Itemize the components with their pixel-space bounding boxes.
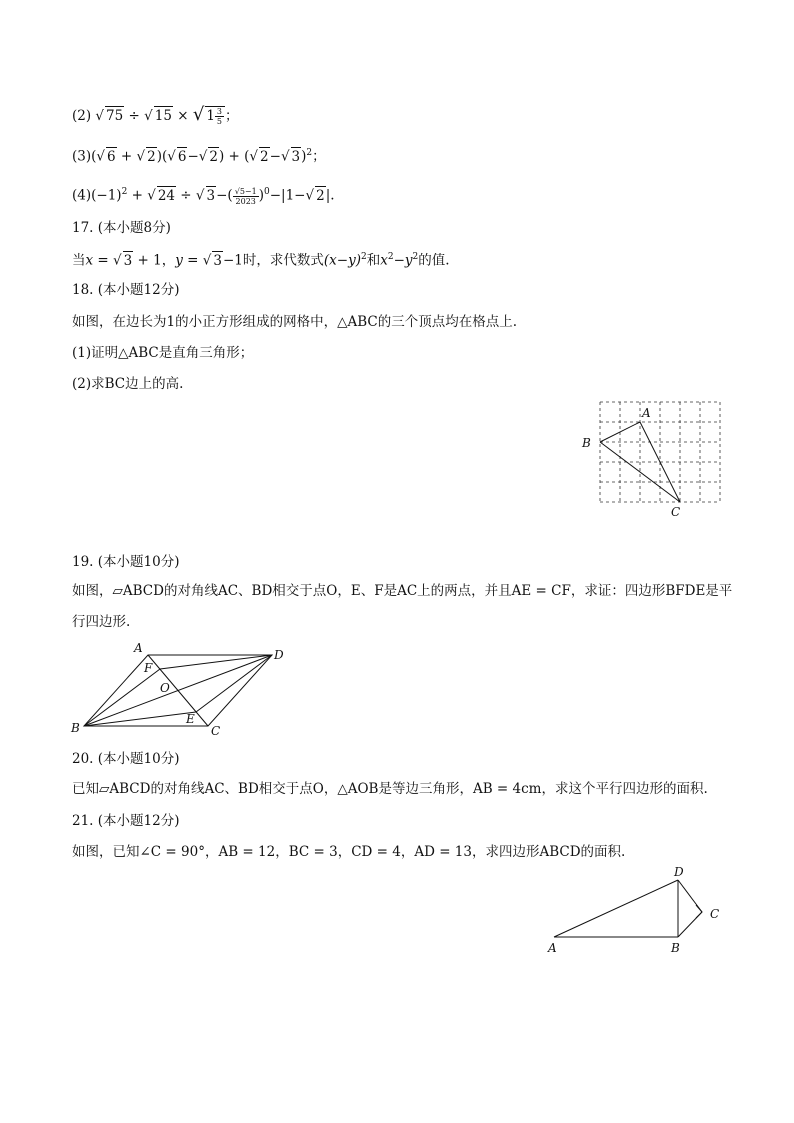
label-a: A	[134, 641, 143, 655]
label-b: B	[71, 721, 80, 735]
q17-header: 17. (本小题8分)	[72, 220, 171, 236]
q19-parallelogram-figure	[66, 638, 296, 742]
label-d: D	[274, 648, 284, 662]
vertex-label-b: B	[582, 436, 591, 450]
q19-header: 19. (本小题10分)	[72, 554, 180, 570]
label-e: E	[186, 712, 195, 726]
q21-quadrilateral-figure	[540, 862, 730, 958]
segment-ad	[554, 880, 678, 937]
q16-part4: $(4)(-1)^2$ + √ 24 ÷ √ 3−( $\frac{√5-1}{2023}$ )$^0$−|1−√ 2|.	[72, 186, 335, 206]
label-f: F	[144, 661, 153, 675]
diagonal-bd	[84, 655, 272, 726]
label-c: C	[211, 724, 221, 738]
q18-header: 18. (本小题12分)	[72, 282, 180, 298]
vertex-label-a: A	[642, 406, 651, 420]
label-c: C	[710, 907, 720, 921]
q18-part1: (1)证明△ABC是直角三角形；	[72, 345, 254, 361]
q18-grid-figure	[578, 396, 728, 522]
q16-part2: (2) √ 75 ÷ √ 15 × √ 1 $\frac{3}{5}$ ；	[72, 104, 239, 126]
q18-part2: (2)求BC边上的高.	[72, 376, 184, 392]
q18-stem: 如图，在边长为1的小正方形组成的网格中，△ABC的三个顶点均在格点上.	[72, 314, 518, 330]
right-angle-mark	[696, 905, 702, 918]
q20-header: 20. (本小题10分)	[72, 751, 180, 767]
label-d: D	[674, 865, 684, 879]
label-a: A	[548, 941, 557, 955]
q21-header: 21. (本小题12分)	[72, 813, 180, 829]
vertex-label-c: C	[671, 505, 681, 519]
q17-stem: 当x = √ 3 + 1，y = √ 3−1时，求代数式$(x-y)^2$和$x^2-y^2$的值.	[72, 252, 450, 269]
q21-stem: 如图，已知∠C = 90°，AB = 12，BC = 3，CD = 4，AD = 13，求四边形ABCD的面积.	[72, 844, 626, 860]
q16-part3: (3)(√ 6 + √ 2)(√ 6−√ 2) + (√ 2−√ 3)$^2$；	[72, 148, 326, 165]
label-o: O	[160, 681, 170, 695]
label-b: B	[671, 941, 680, 955]
q19-stem-line2: 行四边形.	[72, 614, 131, 630]
q19-stem-line1: 如图，▱ABCD的对角线AC、BD相交于点O，E、F是AC上的两点，并且AE = CF，求证：四边形BFDE是平	[72, 583, 733, 599]
q20-stem: 已知▱ABCD的对角线AC、BD相交于点O，△AOB是等边三角形，AB = 4cm，求这个平行四边形的面积.	[72, 781, 708, 797]
